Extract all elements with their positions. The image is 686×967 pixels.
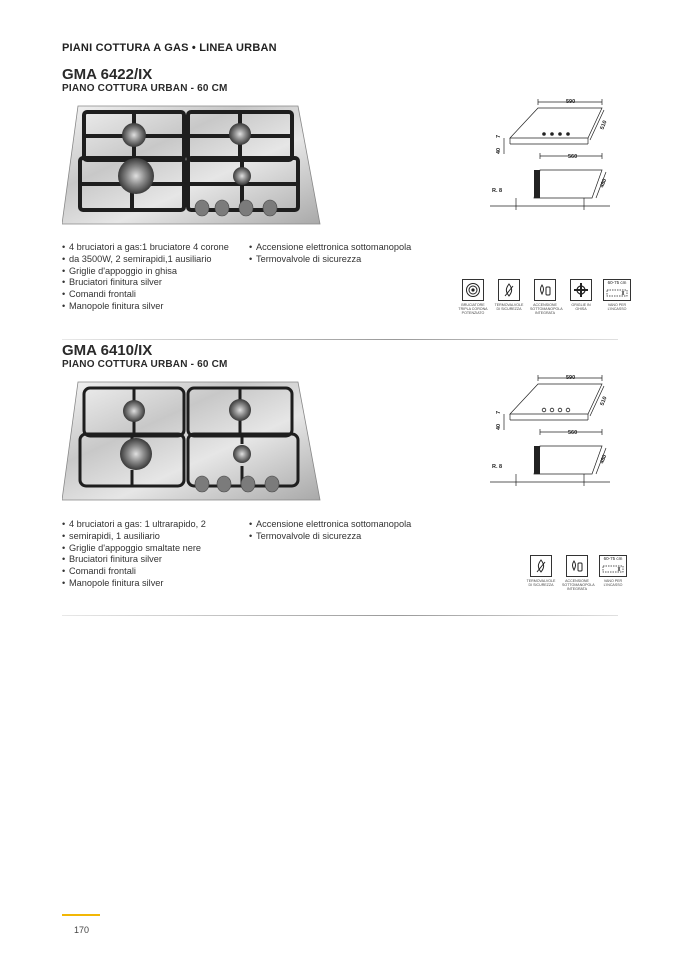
hob-photo bbox=[62, 376, 322, 504]
feature-list-right bbox=[249, 519, 439, 543]
list-item: • Manopole finitura silver bbox=[62, 301, 242, 313]
cast-iron-grid-icon: GRIGLIE IN GHISA bbox=[566, 279, 596, 315]
dim-radius: R. 8 bbox=[492, 188, 503, 194]
list-item: • semirapidi, 1 ausiliario bbox=[62, 531, 242, 543]
list-item: • da 3500W, 2 semirapidi,1 ausiliario bbox=[62, 254, 242, 266]
list-item: • Termovalvole di sicurezza bbox=[249, 254, 439, 266]
ignition-icon: ACCENSIONE SOTTOMANOPOLA INTEGRATA bbox=[562, 555, 592, 591]
page-number-accent bbox=[62, 914, 100, 916]
product-subtitle: PIANO COTTURA URBAN - 60 CM bbox=[62, 83, 228, 94]
list-item: • Comandi frontali bbox=[62, 289, 242, 301]
list-item: • Bruciatori finitura silver bbox=[62, 277, 242, 289]
technical-drawing bbox=[490, 94, 616, 212]
product-subtitle: PIANO COTTURA URBAN - 60 CM bbox=[62, 359, 228, 370]
list-item: • Griglie d'appoggio in ghisa bbox=[62, 266, 242, 278]
hob-photo bbox=[62, 100, 322, 228]
list-item: • Comandi frontali bbox=[62, 566, 242, 578]
page-number: 170 bbox=[74, 925, 90, 935]
feature-list-left bbox=[62, 519, 242, 590]
feature-list-left bbox=[62, 242, 242, 313]
dim-width: 590 bbox=[566, 375, 576, 381]
section-divider bbox=[62, 339, 618, 340]
list-item: • Termovalvole di sicurezza bbox=[249, 531, 439, 543]
section-divider bbox=[62, 615, 618, 616]
list-item: • 4 bruciatori a gas:1 bruciatore 4 corone bbox=[62, 242, 242, 254]
list-item: • Bruciatori finitura silver bbox=[62, 554, 242, 566]
dim-radius: R. 8 bbox=[492, 464, 503, 470]
list-item: • Griglie d'appoggio smaltate nere bbox=[62, 543, 242, 555]
product-model: GMA 6422/IX bbox=[62, 66, 153, 83]
thermocouple-icon: TERMOVALVOLE DI SICUREZZA bbox=[494, 279, 524, 315]
cutout-icon: 60-75 cm VANO PER L'INCASSO bbox=[598, 555, 628, 591]
ignition-icon: ACCENSIONE SOTTOMANOPOLA INTEGRATA bbox=[530, 279, 560, 315]
thermocouple-icon: TERMOVALVOLE DI SICUREZZA bbox=[526, 555, 556, 591]
list-item: • Manopole finitura silver bbox=[62, 578, 242, 590]
dim-depth: 510 bbox=[599, 395, 609, 407]
section-title: PIANI COTTURA A GAS • LINEA URBAN bbox=[62, 42, 277, 54]
product-model: GMA 6410/IX bbox=[62, 342, 153, 359]
dim-thickness: 7 bbox=[496, 134, 502, 138]
dim-height: 40 bbox=[496, 147, 502, 154]
dim-depth: 510 bbox=[599, 119, 609, 131]
dim-height: 40 bbox=[496, 423, 502, 430]
dim-thickness: 7 bbox=[496, 410, 502, 414]
dim-cut-width: 560 bbox=[568, 430, 578, 436]
dim-cut-depth: 480 bbox=[599, 453, 609, 465]
feature-icons bbox=[458, 279, 632, 315]
feature-list-right bbox=[249, 242, 439, 266]
list-item: • 4 bruciatori a gas: 1 ultrarapido, 2 bbox=[62, 519, 242, 531]
dim-cut-width: 560 bbox=[568, 154, 578, 160]
list-item: • Accensione elettronica sottomanopola bbox=[249, 519, 439, 531]
burner-icon: BRUCIATORE TRIPLA CORONA POTENZIATO bbox=[458, 279, 488, 315]
cutout-icon: 60-75 cm VANO PER L'INCASSO bbox=[602, 279, 632, 315]
dim-width: 590 bbox=[566, 99, 576, 105]
feature-icons bbox=[526, 555, 628, 591]
technical-drawing bbox=[490, 370, 616, 488]
dim-cut-depth: 480 bbox=[599, 177, 609, 189]
list-item: • Accensione elettronica sottomanopola bbox=[249, 242, 439, 254]
